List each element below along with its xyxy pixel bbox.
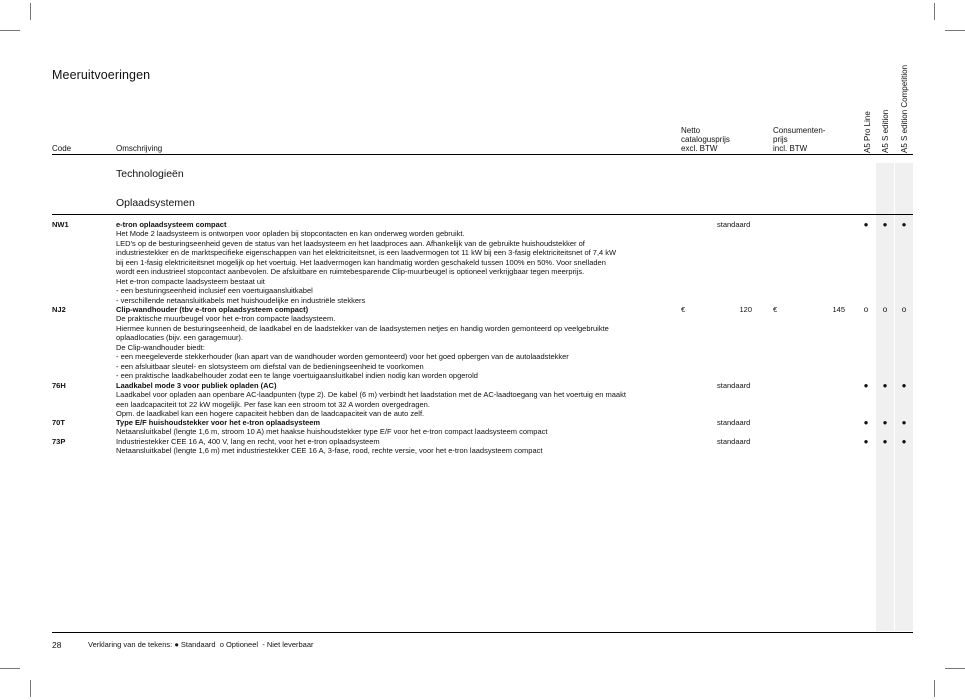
availability-label: standaard bbox=[717, 220, 751, 229]
option-name: Laadkabel mode 3 voor publiek opladen (AC) bbox=[116, 381, 277, 390]
availability-label: standaard bbox=[717, 437, 751, 446]
header-rule bbox=[52, 154, 913, 155]
legend-text: ● Standaard o Optioneel - Niet leverbaar bbox=[174, 640, 314, 649]
availability-mark: ● bbox=[863, 220, 869, 229]
option-name: Industriestekker CEE 16 A, 400 V, lang en recht, voor het e-tron oplaadsysteem bbox=[116, 437, 380, 446]
availability-mark: ● bbox=[901, 437, 907, 446]
option-code: NW1 bbox=[52, 220, 69, 229]
option-description: e-tron oplaadsysteem compact Het Mode 2 laadsysteem is ontworpen voor opladen bij stopcontacten en kan onderweg worden gebruikt. LED's op de besturingseenheid geven de status van het laadsysteem en het laadproces aan. Afhankelijk van de gebruikte huishoudstekker of industriestekker en de marktspecifieke eigenschappen van het elektriciteitsnet, is een laadvermogen tot 11 kW bij een 3-fasig elektriciteitsnet of 7,4 kW bij een 1-fasig elektriciteitsnet mogelijk op het voertuig. Het laadvermogen kan handmatig worden geschakeld tussen 100% en 50%. Voor snelladen wordt een industrieel stopcontact aanbevolen. De afsluitbare en ruimtebesparende Clip-muurbeugel is optioneel verkrijgbaar tegen meerprijs. Het e-tron compacte laadsysteem bestaat uit - een besturingseenheid inclusief een voertuigaansluitkabel - verschillende netaansluitkabels met huishoudelijke en industriële stekkers bbox=[116, 220, 676, 305]
subcategory-heading: Oplaadsystemen bbox=[116, 197, 195, 209]
page-title: Meeruitvoeringen bbox=[52, 68, 151, 82]
availability-mark: ● bbox=[882, 381, 888, 390]
column-header-consumer-price: Consumenten- prijs incl. BTW bbox=[773, 126, 826, 153]
option-code: 76H bbox=[52, 381, 66, 390]
consumer-price: 145 bbox=[832, 305, 845, 314]
crop-mark bbox=[934, 680, 935, 697]
column-header-net-price: Netto catalogusprijs excl. BTW bbox=[681, 126, 730, 153]
column-header-trim-s-edition-competition: A5 S edition Competition bbox=[900, 64, 909, 153]
column-header-trim-pro-line: A5 Pro Line bbox=[863, 111, 872, 153]
availability-mark: ● bbox=[882, 437, 888, 446]
crop-mark bbox=[945, 668, 965, 669]
option-description: Laadkabel mode 3 voor publiek opladen (AC) Laadkabel voor opladen aan openbare AC-laadpunten (type 2). De kabel (6 m) verbindt het laadstation met de AC-laadtoegang van het voertuig en maakt een laadcapaciteit tot 22 kW mogelijk. Per fase kan een stroom tot 32 A worden overgedragen. Opm. de laadkabel kan een hogere capaciteit hebben dan de laadcapaciteit van de auto zelf. bbox=[116, 381, 676, 419]
column-header-code: Code bbox=[52, 144, 72, 153]
legend bbox=[88, 640, 314, 649]
option-description: Industriestekker CEE 16 A, 400 V, lang en recht, voor het e-tron oplaadsysteem Netaansluitkabel (lengte 1,6 m) met industriestekker CEE 16 A, 3-fase, rood, rechte versie, voor het e-tron laadsysteem compact bbox=[116, 437, 676, 456]
currency-symbol: € bbox=[681, 305, 686, 314]
availability-mark: ● bbox=[882, 418, 888, 427]
availability-mark: ● bbox=[901, 381, 907, 390]
column-header-description: Omschrijving bbox=[116, 144, 163, 153]
currency-symbol: € bbox=[773, 305, 778, 314]
availability-mark: o bbox=[863, 305, 869, 314]
availability-mark: ● bbox=[863, 381, 869, 390]
availability-label: standaard bbox=[717, 418, 751, 427]
footer-rule bbox=[52, 632, 913, 633]
availability-label: standaard bbox=[717, 381, 751, 390]
option-name: Clip-wandhouder (tbv e-tron oplaadsysteem compact) bbox=[116, 305, 309, 314]
availability-mark: o bbox=[882, 305, 888, 314]
crop-mark bbox=[30, 680, 31, 697]
availability-mark: ● bbox=[863, 437, 869, 446]
availability-mark: o bbox=[901, 305, 907, 314]
column-header-trim-s-edition: A5 S edition bbox=[881, 109, 890, 153]
option-name: Type E/F huishoudstekker voor het e-tron oplaadsysteem bbox=[116, 418, 321, 427]
trim-column-shade bbox=[895, 163, 913, 631]
crop-mark bbox=[934, 3, 935, 20]
availability-mark: ● bbox=[863, 418, 869, 427]
option-name: e-tron oplaadsysteem compact bbox=[116, 220, 227, 229]
crop-mark bbox=[945, 30, 965, 31]
crop-mark bbox=[30, 3, 31, 20]
availability-mark: ● bbox=[901, 220, 907, 229]
section-rule bbox=[52, 214, 913, 215]
availability-mark: ● bbox=[901, 418, 907, 427]
trim-column-shade bbox=[876, 163, 894, 631]
option-description: Type E/F huishoudstekker voor het e-tron oplaadsysteem Netaansluitkabel (lengte 1,6 m, stroom 10 A) met haakse huishoudstekker type E/F voor het e-tron compact laadsysteem compact bbox=[116, 418, 676, 437]
availability-mark: ● bbox=[882, 220, 888, 229]
legend-label: Verklaring van de tekens: bbox=[88, 640, 173, 649]
option-code: NJ2 bbox=[52, 305, 66, 314]
option-description: Clip-wandhouder (tbv e-tron oplaadsysteem compact) De praktische muurbeugel voor het e-tron compacte laadsysteem. Hiermee kunnen de besturingseenheid, de laadkabel en de laadstekker van de laadsystemen netjes en handig worden gemonteerd op veelgebruikte oplaadlocaties (bijv. een garagemuur). De Clip-wandhouder biedt: - een meegeleverde stekkerhouder (kan apart van de wandhouder worden gemonteerd) voor het goed opbergen van de autolaadstekker - een afsluitbaar sleutel- en slotsysteem om diefstal van de bedieningseenheid te voorkomen - een praktische laadkabelhouder zodat een te lange voertuigaansluitkabel indien nodig kan worden opgerold bbox=[116, 305, 676, 381]
option-code: 70T bbox=[52, 418, 65, 427]
net-price: 120 bbox=[739, 305, 752, 314]
page-number: 28 bbox=[52, 640, 62, 650]
category-heading: Technologieën bbox=[116, 168, 184, 180]
crop-mark bbox=[0, 668, 20, 669]
crop-mark bbox=[0, 30, 20, 31]
option-code: 73P bbox=[52, 437, 66, 446]
